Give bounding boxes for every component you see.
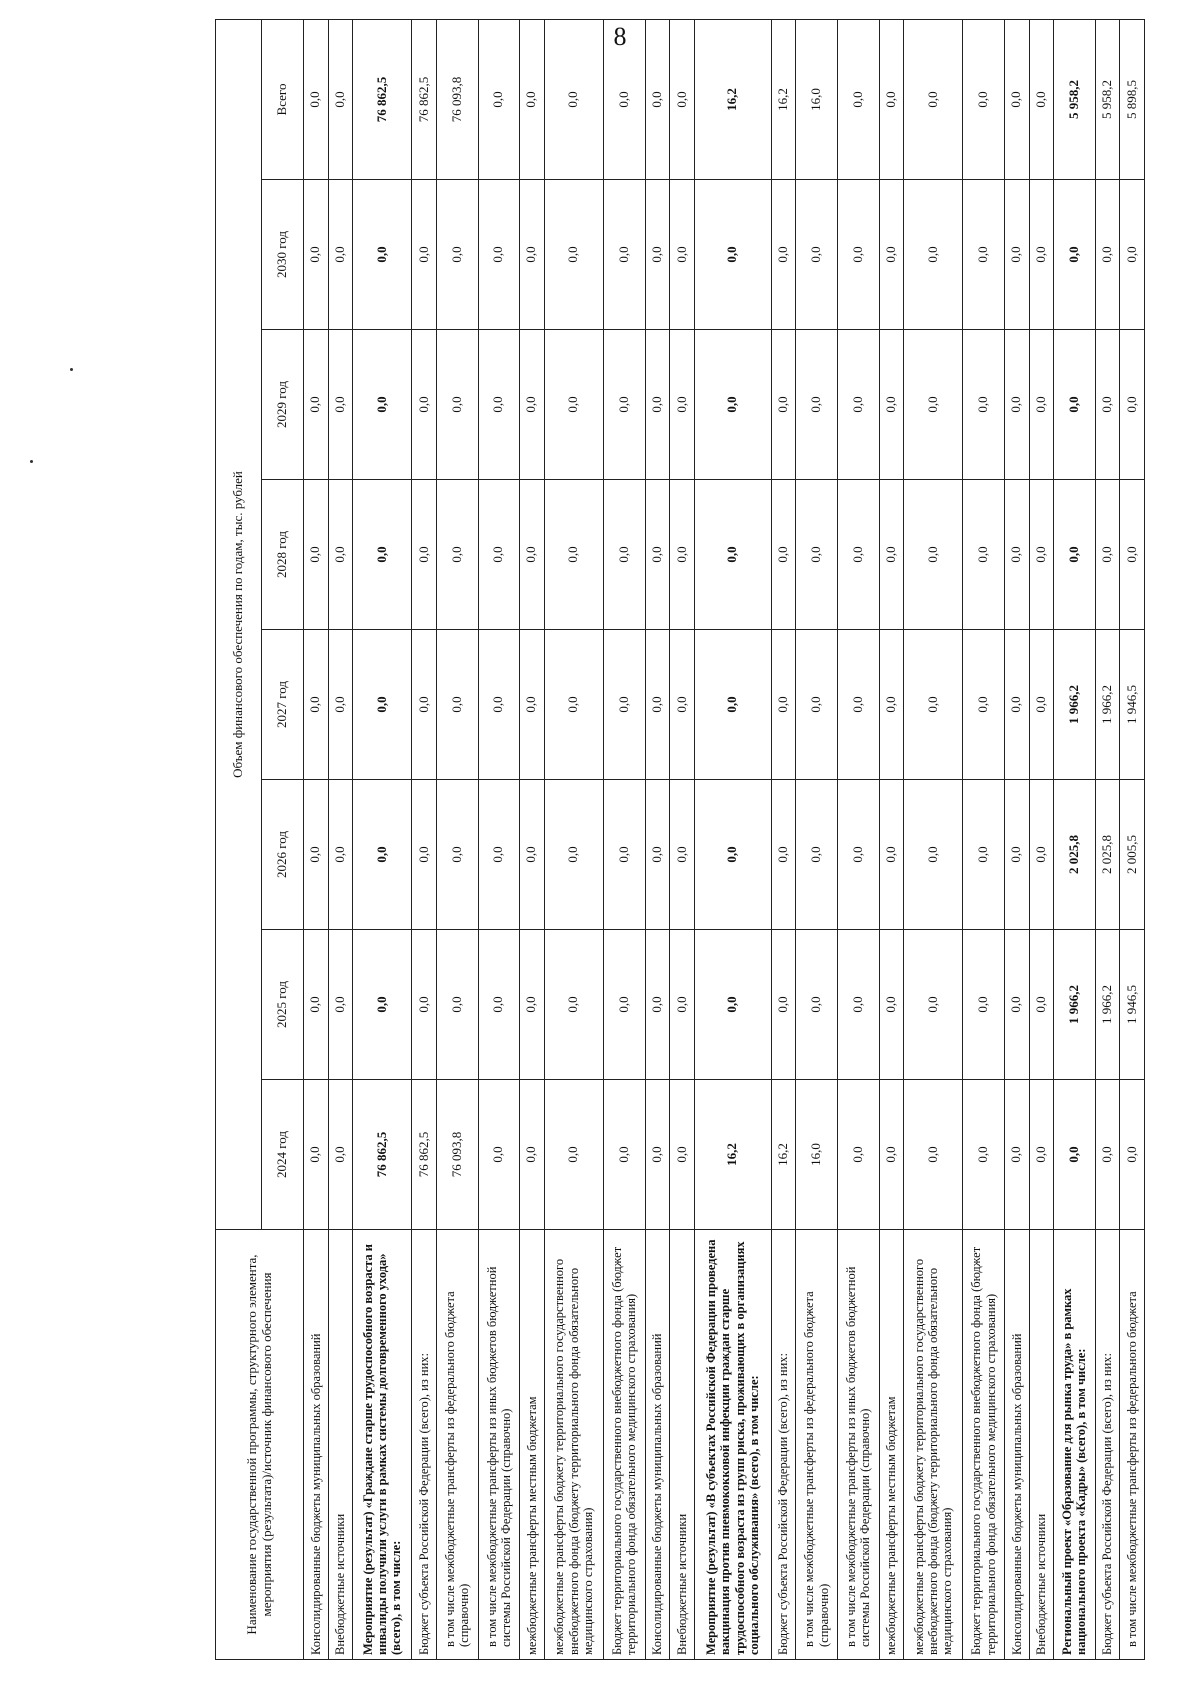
- table-row: [520, 19, 545, 1659]
- header-year-cell: 2026 год: [262, 780, 304, 930]
- row-value: 0,0: [1054, 180, 1096, 330]
- row-value: 0,0: [1004, 780, 1029, 930]
- row-value: 0,0: [879, 930, 904, 1080]
- table-row: [771, 19, 796, 1659]
- row-value: 0,0: [436, 480, 478, 630]
- row-value: 0,0: [478, 19, 520, 179]
- row-value: 0,0: [670, 780, 695, 930]
- row-value: 0,0: [478, 1080, 520, 1230]
- row-value: 0,0: [670, 480, 695, 630]
- row-label: межбюджетные трансферты бюджету территориального государственного внебюджетного фонда (бюджету территориального фонда обязательного медицинского страхования): [904, 1230, 963, 1660]
- row-value: 0,0: [1054, 1080, 1096, 1230]
- row-label: в том числе межбюджетные трансферты из федерального бюджета (справочно): [436, 1230, 478, 1660]
- row-value: 0,0: [436, 180, 478, 330]
- table-row: [328, 19, 353, 1659]
- row-value: 0,0: [879, 1080, 904, 1230]
- row-value: 0,0: [670, 180, 695, 330]
- row-value: 0,0: [963, 330, 1005, 480]
- row-value: 0,0: [963, 480, 1005, 630]
- row-value: 0,0: [645, 930, 670, 1080]
- row-value: 0,0: [771, 330, 796, 480]
- row-value: 0,0: [1004, 630, 1029, 780]
- page-number: 8: [613, 22, 627, 51]
- row-value: 0,0: [771, 930, 796, 1080]
- row-value: 0,0: [604, 780, 646, 930]
- row-label: Бюджет субъекта Российской Федерации (всего), из них:: [1095, 1230, 1120, 1660]
- row-value: 16,0: [796, 19, 838, 179]
- row-value: 1 966,2: [1054, 630, 1096, 780]
- row-value: 0,0: [304, 330, 329, 480]
- row-value: 5 958,2: [1095, 19, 1120, 179]
- row-value: 0,0: [879, 480, 904, 630]
- row-value: 0,0: [304, 19, 329, 179]
- row-value: 0,0: [604, 1080, 646, 1230]
- row-value: 0,0: [412, 180, 437, 330]
- row-value: 0,0: [520, 180, 545, 330]
- row-value: 0,0: [879, 19, 904, 179]
- row-value: 0,0: [1029, 480, 1054, 630]
- row-value: 76 093,8: [436, 1080, 478, 1230]
- row-value: 0,0: [353, 630, 412, 780]
- row-label: Бюджет субъекта Российской Федерации (всего), из них:: [412, 1230, 437, 1660]
- row-value: 0,0: [328, 330, 353, 480]
- header-name-column: Наименование государственной программы, структурного элемента, мероприятия (результата)/источник финансового обеспечения: [216, 1230, 304, 1660]
- row-value: 0,0: [771, 630, 796, 780]
- row-value: 0,0: [304, 180, 329, 330]
- row-value: 0,0: [963, 930, 1005, 1080]
- row-value: 0,0: [963, 19, 1005, 179]
- row-value: 0,0: [771, 180, 796, 330]
- row-value: 0,0: [520, 930, 545, 1080]
- row-value: 0,0: [645, 19, 670, 179]
- row-value: 0,0: [412, 330, 437, 480]
- row-value: 16,0: [796, 1080, 838, 1230]
- row-value: 0,0: [604, 480, 646, 630]
- row-value: 2 025,8: [1054, 780, 1096, 930]
- rotated-table-container: [215, 20, 1145, 1660]
- row-value: 0,0: [328, 180, 353, 330]
- row-value: 0,0: [963, 1080, 1005, 1230]
- table-row: [1004, 19, 1029, 1659]
- row-value: 0,0: [328, 780, 353, 930]
- row-value: 0,0: [771, 480, 796, 630]
- row-value: 16,2: [771, 19, 796, 179]
- row-value: 0,0: [904, 19, 963, 179]
- row-value: 0,0: [436, 630, 478, 780]
- row-value: 0,0: [904, 930, 963, 1080]
- table-row: [353, 19, 412, 1659]
- table-row: [694, 19, 771, 1659]
- row-value: 0,0: [328, 19, 353, 179]
- row-value: 0,0: [837, 330, 879, 480]
- row-value: 0,0: [1029, 180, 1054, 330]
- row-value: 0,0: [478, 780, 520, 930]
- row-value: 0,0: [436, 930, 478, 1080]
- table-row: [796, 19, 838, 1659]
- row-value: 0,0: [837, 480, 879, 630]
- row-value: 0,0: [478, 630, 520, 780]
- table-row: [963, 19, 1005, 1659]
- row-value: 0,0: [670, 930, 695, 1080]
- row-value: 0,0: [544, 930, 603, 1080]
- row-value: 0,0: [1004, 1080, 1029, 1230]
- row-value: 0,0: [520, 330, 545, 480]
- row-label: межбюджетные трансферты местным бюджетам: [520, 1230, 545, 1660]
- row-label: Бюджет территориального государственного внебюджетного фонда (бюджет территориального фонда обязательного медицинского страхования): [963, 1230, 1005, 1660]
- row-value: 0,0: [604, 630, 646, 780]
- header-year-cell: 2030 год: [262, 180, 304, 330]
- header-year-cell: 2024 год: [262, 1080, 304, 1230]
- row-value: 0,0: [645, 630, 670, 780]
- row-value: 0,0: [544, 780, 603, 930]
- row-value: 0,0: [1029, 330, 1054, 480]
- row-value: 0,0: [771, 780, 796, 930]
- row-value: 0,0: [1029, 630, 1054, 780]
- row-value: 0,0: [796, 930, 838, 1080]
- row-label: Бюджет субъекта Российской Федерации (всего), из них:: [771, 1230, 796, 1660]
- row-value: 0,0: [1054, 330, 1096, 480]
- row-value: 0,0: [645, 480, 670, 630]
- row-value: 0,0: [520, 630, 545, 780]
- row-label: межбюджетные трансферты местным бюджетам: [879, 1230, 904, 1660]
- row-label: Консолидированные бюджеты муниципальных образований: [1004, 1230, 1029, 1660]
- row-label: Бюджет территориального государственного внебюджетного фонда (бюджет территориального фонда обязательного медицинского страхования): [604, 1230, 646, 1660]
- row-value: 0,0: [694, 630, 771, 780]
- row-value: 76 862,5: [412, 1080, 437, 1230]
- row-value: 0,0: [412, 930, 437, 1080]
- row-value: 0,0: [328, 630, 353, 780]
- row-value: 0,0: [520, 19, 545, 179]
- row-value: 0,0: [837, 780, 879, 930]
- row-value: 0,0: [1004, 180, 1029, 330]
- table-row: [412, 19, 437, 1659]
- row-value: 1 966,2: [1095, 930, 1120, 1080]
- row-value: 0,0: [1004, 330, 1029, 480]
- row-value: 0,0: [904, 330, 963, 480]
- row-value: 0,0: [904, 780, 963, 930]
- header-year-cell: 2027 год: [262, 630, 304, 780]
- row-value: 0,0: [670, 630, 695, 780]
- row-value: 76 862,5: [412, 19, 437, 179]
- row-value: 0,0: [904, 1080, 963, 1230]
- row-value: 1 946,5: [1120, 930, 1145, 1080]
- row-value: 0,0: [478, 480, 520, 630]
- row-label: Региональный проект «Образование для рынка труда» в рамках национального проекта «Кадры» (всего), в том числе:: [1054, 1230, 1096, 1660]
- row-label: Консолидированные бюджеты муниципальных образований: [304, 1230, 329, 1660]
- row-value: 0,0: [436, 330, 478, 480]
- row-value: 0,0: [879, 330, 904, 480]
- table-row: [478, 19, 520, 1659]
- row-value: 0,0: [837, 1080, 879, 1230]
- row-value: 76 862,5: [353, 19, 412, 179]
- row-value: 0,0: [328, 1080, 353, 1230]
- row-value: 0,0: [796, 780, 838, 930]
- table-row: [1120, 19, 1145, 1659]
- row-value: 0,0: [478, 180, 520, 330]
- table-row: [837, 19, 879, 1659]
- row-value: 0,0: [544, 1080, 603, 1230]
- row-value: 0,0: [544, 330, 603, 480]
- row-value: 0,0: [837, 19, 879, 179]
- row-value: 0,0: [1095, 480, 1120, 630]
- header-year-cell: Всего: [262, 19, 304, 179]
- row-value: 0,0: [645, 780, 670, 930]
- row-value: 0,0: [412, 480, 437, 630]
- row-value: 0,0: [544, 180, 603, 330]
- row-value: 0,0: [353, 330, 412, 480]
- table-row: [670, 19, 695, 1659]
- table-row: [304, 19, 329, 1659]
- row-value: 16,2: [694, 1080, 771, 1230]
- row-value: 76 093,8: [436, 19, 478, 179]
- row-label: межбюджетные трансферты бюджету территориального государственного внебюджетного фонда (бюджету территориального фонда обязательного медицинского страхования): [544, 1230, 603, 1660]
- row-value: 0,0: [412, 630, 437, 780]
- row-value: 0,0: [1029, 930, 1054, 1080]
- row-value: 0,0: [478, 330, 520, 480]
- row-value: 16,2: [694, 19, 771, 179]
- row-value: 0,0: [304, 780, 329, 930]
- table-row: [645, 19, 670, 1659]
- row-label: Консолидированные бюджеты муниципальных образований: [645, 1230, 670, 1660]
- table-row: [1095, 19, 1120, 1659]
- row-value: 0,0: [304, 930, 329, 1080]
- row-value: 0,0: [1004, 930, 1029, 1080]
- row-value: 0,0: [520, 480, 545, 630]
- row-value: 0,0: [544, 630, 603, 780]
- row-value: 1 966,2: [1054, 930, 1096, 1080]
- row-value: 0,0: [1029, 780, 1054, 930]
- table-row: [1029, 19, 1054, 1659]
- row-value: 0,0: [353, 930, 412, 1080]
- header-funding-group: Объем финансового обеспечения по годам, тыс. рублей: [216, 19, 262, 1229]
- row-label: Внебюджетные источники: [1029, 1230, 1054, 1660]
- row-value: 1 966,2: [1095, 630, 1120, 780]
- row-value: 0,0: [645, 180, 670, 330]
- row-value: 0,0: [604, 930, 646, 1080]
- row-value: 0,0: [353, 180, 412, 330]
- row-value: 0,0: [304, 480, 329, 630]
- row-value: 0,0: [796, 480, 838, 630]
- row-value: 0,0: [904, 180, 963, 330]
- row-value: 0,0: [645, 330, 670, 480]
- row-value: 0,0: [837, 930, 879, 1080]
- row-value: 0,0: [796, 180, 838, 330]
- row-value: 76 862,5: [353, 1080, 412, 1230]
- row-value: 0,0: [904, 630, 963, 780]
- row-value: 2 005,5: [1120, 780, 1145, 930]
- row-value: 1 946,5: [1120, 630, 1145, 780]
- row-value: 0,0: [1095, 330, 1120, 480]
- row-value: 0,0: [963, 630, 1005, 780]
- row-value: 0,0: [796, 330, 838, 480]
- row-label: Внебюджетные источники: [328, 1230, 353, 1660]
- row-value: 0,0: [544, 19, 603, 179]
- row-value: 0,0: [328, 480, 353, 630]
- row-value: 0,0: [837, 180, 879, 330]
- row-value: 0,0: [694, 930, 771, 1080]
- row-value: 0,0: [879, 180, 904, 330]
- row-value: 0,0: [1120, 1080, 1145, 1230]
- row-value: 0,0: [436, 780, 478, 930]
- row-value: 0,0: [796, 630, 838, 780]
- row-value: 0,0: [304, 630, 329, 780]
- table-row: [904, 19, 963, 1659]
- row-value: 0,0: [1004, 19, 1029, 179]
- row-value: 0,0: [604, 330, 646, 480]
- row-label: в том числе межбюджетные трансферты из иных бюджетов бюджетной системы Российской Федерации (справочно): [478, 1230, 520, 1660]
- table-row: [879, 19, 904, 1659]
- row-value: 0,0: [670, 19, 695, 179]
- row-value: 0,0: [1029, 1080, 1054, 1230]
- row-value: 0,0: [1054, 480, 1096, 630]
- row-value: 0,0: [694, 480, 771, 630]
- row-value: 16,2: [771, 1080, 796, 1230]
- row-value: 0,0: [520, 1080, 545, 1230]
- row-value: 0,0: [837, 630, 879, 780]
- row-value: 0,0: [879, 630, 904, 780]
- row-value: 0,0: [353, 780, 412, 930]
- table-row: [1054, 19, 1096, 1659]
- row-value: 0,0: [520, 780, 545, 930]
- row-value: 0,0: [604, 19, 646, 179]
- header-year-cell: 2025 год: [262, 930, 304, 1080]
- row-value: 2 025,8: [1095, 780, 1120, 930]
- budget-table: [215, 19, 1145, 1660]
- row-value: 0,0: [544, 480, 603, 630]
- row-value: 0,0: [604, 180, 646, 330]
- row-value: 0,0: [1120, 180, 1145, 330]
- row-value: 0,0: [478, 930, 520, 1080]
- row-value: 0,0: [694, 780, 771, 930]
- scan-speck: [70, 368, 73, 371]
- row-label: Мероприятие (результат) «В субъектах Российской Федерации проведена вакцинация против пневмококковой инфекции граждан старше трудоспособного возраста из групп риска, проживающих в организациях социального обслуживания» (всего), в том числе:: [694, 1230, 771, 1660]
- row-label: в том числе межбюджетные трансферты из федерального бюджета (справочно): [796, 1230, 838, 1660]
- row-value: 0,0: [304, 1080, 329, 1230]
- row-value: 0,0: [1120, 330, 1145, 480]
- row-value: 0,0: [1004, 480, 1029, 630]
- row-value: 0,0: [963, 780, 1005, 930]
- row-value: 5 898,5: [1120, 19, 1145, 179]
- row-value: 0,0: [670, 1080, 695, 1230]
- header-year-cell: 2028 год: [262, 480, 304, 630]
- row-value: 0,0: [353, 480, 412, 630]
- row-value: 0,0: [694, 180, 771, 330]
- row-value: 0,0: [645, 1080, 670, 1230]
- header-year-cell: 2029 год: [262, 330, 304, 480]
- row-label: Мероприятие (результат) «Граждане старше трудоспособного возраста и инвалиды получили услуги в рамках системы долговременного ухода» (всего), в том числе:: [353, 1230, 412, 1660]
- row-value: 0,0: [412, 780, 437, 930]
- row-value: 0,0: [1095, 1080, 1120, 1230]
- row-value: 0,0: [963, 180, 1005, 330]
- row-value: 0,0: [328, 930, 353, 1080]
- row-value: 0,0: [879, 780, 904, 930]
- row-value: 0,0: [694, 330, 771, 480]
- row-value: 0,0: [670, 330, 695, 480]
- table-row: [604, 19, 646, 1659]
- scan-speck: [30, 460, 33, 463]
- row-label: в том числе межбюджетные трансферты из иных бюджетов бюджетной системы Российской Федерации (справочно): [837, 1230, 879, 1660]
- row-value: 0,0: [1029, 19, 1054, 179]
- row-label: в том числе межбюджетные трансферты из федерального бюджета: [1120, 1230, 1145, 1660]
- row-label: Внебюджетные источники: [670, 1230, 695, 1660]
- row-value: 5 958,2: [1054, 19, 1096, 179]
- row-value: 0,0: [904, 480, 963, 630]
- row-value: 0,0: [1095, 180, 1120, 330]
- table-row: [436, 19, 478, 1659]
- table-row: [544, 19, 603, 1659]
- row-value: 0,0: [1120, 480, 1145, 630]
